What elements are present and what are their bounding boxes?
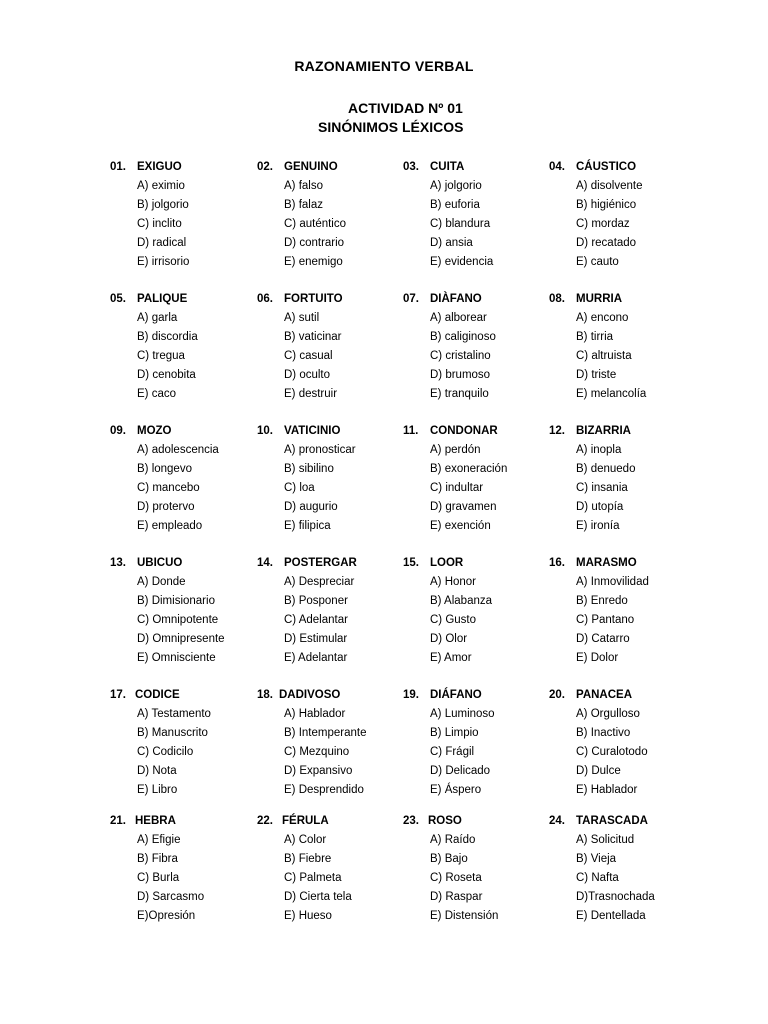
answer-option: E) Desprendido xyxy=(284,784,364,796)
answer-option: C) casual xyxy=(284,350,333,362)
answer-option: D) contrario xyxy=(284,237,345,249)
answer-option: A) adolescencia xyxy=(137,444,219,456)
question-header xyxy=(257,158,407,177)
question-number: 10. xyxy=(257,425,273,437)
answer-option: C) Mezquino xyxy=(284,746,350,758)
question-header xyxy=(403,290,553,309)
answer-option: E) irrisorio xyxy=(137,256,190,268)
question-number: 03. xyxy=(403,161,419,173)
question-header xyxy=(257,812,407,831)
question-item xyxy=(549,290,699,404)
question-word: UBICUO xyxy=(137,557,183,569)
question-item xyxy=(110,812,260,926)
answer-option: C) Gusto xyxy=(430,614,477,626)
question-item xyxy=(110,554,260,668)
question-word: VATICINIO xyxy=(284,425,341,437)
question-header xyxy=(549,158,699,177)
answer-option: E) Hablador xyxy=(576,784,638,796)
answer-option: C) loa xyxy=(284,482,315,494)
answer-option: A) pronosticar xyxy=(284,444,356,456)
question-item xyxy=(257,158,407,272)
question-word: CODICE xyxy=(135,689,180,701)
answer-option: E) tranquilo xyxy=(430,388,489,400)
question-header xyxy=(257,290,407,309)
answer-option: B) sibilino xyxy=(284,463,334,475)
question-number: 01. xyxy=(110,161,126,173)
question-number: 17. xyxy=(110,689,126,701)
question-word: BIZARRIA xyxy=(576,425,631,437)
answer-option: E) empleado xyxy=(137,520,203,532)
answer-option: B) euforia xyxy=(430,199,480,211)
question-item xyxy=(549,812,699,926)
answer-option: C) altruista xyxy=(576,350,632,362)
answer-option: C) cristalino xyxy=(430,350,491,362)
answer-option: B) Bajo xyxy=(430,853,468,865)
answer-option: E) Amor xyxy=(430,652,472,664)
answer-option: C) tregua xyxy=(137,350,185,362)
question-word: FORTUITO xyxy=(284,293,343,305)
answer-option: D) brumoso xyxy=(430,369,491,381)
question-item xyxy=(549,686,699,800)
answer-option: A) jolgorio xyxy=(430,180,482,192)
question-word: DADIVOSO xyxy=(279,689,341,701)
question-header xyxy=(110,422,260,441)
question-item xyxy=(110,686,260,800)
answer-option: E) evidencia xyxy=(430,256,494,268)
answer-option: C) Adelantar xyxy=(284,614,348,626)
answer-option: A) Solicitud xyxy=(576,834,635,846)
question-word: CÁUSTICO xyxy=(576,161,637,173)
question-header xyxy=(110,554,260,573)
answer-option: B) Manuscrito xyxy=(137,727,208,739)
question-number: 16. xyxy=(549,557,565,569)
answer-option: B) falaz xyxy=(284,199,323,211)
question-word: ROSO xyxy=(428,815,462,827)
question-number: 09. xyxy=(110,425,126,437)
question-item xyxy=(549,554,699,668)
answer-option: D) protervo xyxy=(137,501,195,513)
question-item xyxy=(403,554,553,668)
answer-option: C) Pantano xyxy=(576,614,635,626)
question-number: 19. xyxy=(403,689,419,701)
answer-option: C) insania xyxy=(576,482,628,494)
answer-option: B) Limpio xyxy=(430,727,479,739)
answer-option: C) indultar xyxy=(430,482,484,494)
answer-option: A) Luminoso xyxy=(430,708,495,720)
answer-option: C) Burla xyxy=(137,872,180,884)
answer-option: D) Raspar xyxy=(430,891,483,903)
answer-option: D) radical xyxy=(137,237,187,249)
answer-option: A) Efigie xyxy=(137,834,181,846)
question-number: 20. xyxy=(549,689,565,701)
question-header xyxy=(403,812,553,831)
answer-option: C) Nafta xyxy=(576,872,619,884)
answer-option: D) triste xyxy=(576,369,617,381)
answer-option: E) melancolía xyxy=(576,388,647,400)
question-number: 11. xyxy=(403,425,419,437)
answer-option: A) Hablador xyxy=(284,708,346,720)
answer-option: D) recatado xyxy=(576,237,637,249)
question-item xyxy=(403,812,553,926)
answer-option: C) mancebo xyxy=(137,482,200,494)
question-item xyxy=(403,290,553,404)
question-word: MARASMO xyxy=(576,557,637,569)
question-word: EXIGUO xyxy=(137,161,182,173)
question-word: POSTERGAR xyxy=(284,557,357,569)
answer-option: B) denuedo xyxy=(576,463,636,475)
question-header xyxy=(549,812,699,831)
answer-option: B) Enredo xyxy=(576,595,628,607)
question-number: 23. xyxy=(403,815,419,827)
answer-option: E) Adelantar xyxy=(284,652,348,664)
answer-option: A) Inmovilidad xyxy=(576,576,649,588)
question-header xyxy=(110,812,260,831)
question-header xyxy=(110,290,260,309)
question-item xyxy=(257,812,407,926)
question-word: GENUINO xyxy=(284,161,338,173)
question-number: 06. xyxy=(257,293,273,305)
answer-option: C) Codicilo xyxy=(137,746,194,758)
answer-option: D)Trasnochada xyxy=(576,891,655,903)
answer-option: B) Fiebre xyxy=(284,853,332,865)
answer-option: D) utopía xyxy=(576,501,624,513)
answer-option: E) Dentellada xyxy=(576,910,646,922)
answer-option: A) garla xyxy=(137,312,178,324)
question-header xyxy=(257,554,407,573)
question-word: HEBRA xyxy=(135,815,176,827)
question-header xyxy=(549,422,699,441)
answer-option: C) mordaz xyxy=(576,218,630,230)
answer-option: A) sutil xyxy=(284,312,320,324)
question-word: LOOR xyxy=(430,557,464,569)
activity-label: ACTIVIDAD Nº 01 xyxy=(348,100,463,116)
answer-option: E) Hueso xyxy=(284,910,332,922)
question-item xyxy=(257,290,407,404)
question-item xyxy=(110,290,260,404)
question-word: TARASCADA xyxy=(576,815,648,827)
question-header xyxy=(403,554,553,573)
question-word: CONDONAR xyxy=(430,425,498,437)
answer-option: D) Olor xyxy=(430,633,468,645)
question-word: FÉRULA xyxy=(282,815,329,827)
question-number: 21. xyxy=(110,815,126,827)
question-header xyxy=(257,686,407,705)
answer-option: A) eximio xyxy=(137,180,185,192)
question-header xyxy=(403,422,553,441)
question-number: 18. xyxy=(257,689,273,701)
answer-option: B) vaticinar xyxy=(284,331,342,343)
question-item xyxy=(549,158,699,272)
answer-option: B) Inactivo xyxy=(576,727,631,739)
answer-option: D) Nota xyxy=(137,765,177,777)
answer-option: E) destruir xyxy=(284,388,338,400)
answer-option: D) Dulce xyxy=(576,765,621,777)
answer-option: E) caco xyxy=(137,388,176,400)
question-header xyxy=(403,686,553,705)
answer-option: E) Omnisciente xyxy=(137,652,216,664)
answer-option: B) Intemperante xyxy=(284,727,367,739)
question-word: CUITA xyxy=(430,161,465,173)
answer-option: E)Opresión xyxy=(137,910,196,922)
answer-option: D) oculto xyxy=(284,369,331,381)
answer-option: E) Distensión xyxy=(430,910,499,922)
answer-option: E) Áspero xyxy=(430,784,482,796)
question-item xyxy=(403,686,553,800)
answer-option: C) auténtico xyxy=(284,218,347,230)
question-number: 15. xyxy=(403,557,419,569)
answer-option: B) longevo xyxy=(137,463,192,475)
answer-option: B) Dimisionario xyxy=(137,595,215,607)
subject-label: SINÓNIMOS LÉXICOS xyxy=(318,119,464,135)
answer-option: E) Libro xyxy=(137,784,178,796)
answer-option: B) jolgorio xyxy=(137,199,189,211)
answer-option: A) inopla xyxy=(576,444,622,456)
question-header xyxy=(110,686,260,705)
question-item xyxy=(257,686,407,800)
answer-option: D) Delicado xyxy=(430,765,491,777)
answer-option: E) enemigo xyxy=(284,256,343,268)
answer-option: A) encono xyxy=(576,312,629,324)
answer-option: D) Omnipresente xyxy=(137,633,225,645)
answer-option: B) higiénico xyxy=(576,199,637,211)
question-number: 24. xyxy=(549,815,565,827)
question-word: DIÀFANO xyxy=(430,293,482,305)
answer-option: A) Testamento xyxy=(137,708,211,720)
answer-option: B) discordia xyxy=(137,331,198,343)
answer-option: C) Palmeta xyxy=(284,872,342,884)
question-word: MURRIA xyxy=(576,293,622,305)
question-number: 07. xyxy=(403,293,419,305)
question-item xyxy=(110,158,260,272)
answer-option: B) Posponer xyxy=(284,595,348,607)
answer-option: C) blandura xyxy=(430,218,491,230)
answer-option: A) Raído xyxy=(430,834,476,846)
question-header xyxy=(549,290,699,309)
question-word: PANACEA xyxy=(576,689,633,701)
answer-option: C) Curalotodo xyxy=(576,746,648,758)
question-number: 13. xyxy=(110,557,126,569)
question-word: MOZO xyxy=(137,425,172,437)
answer-option: E) cauto xyxy=(576,256,619,268)
question-header xyxy=(110,158,260,177)
answer-option: D) gravamen xyxy=(430,501,497,513)
page-title: RAZONAMIENTO VERBAL xyxy=(294,58,474,74)
question-header xyxy=(257,422,407,441)
answer-option: C) inclito xyxy=(137,218,182,230)
question-item xyxy=(403,422,553,536)
question-item xyxy=(257,554,407,668)
answer-option: D) augurio xyxy=(284,501,338,513)
answer-option: E) Dolor xyxy=(576,652,619,664)
answer-option: C) Roseta xyxy=(430,872,482,884)
question-header xyxy=(549,554,699,573)
question-number: 05. xyxy=(110,293,126,305)
answer-option: D) cenobita xyxy=(137,369,196,381)
answer-option: D) Cierta tela xyxy=(284,891,352,903)
answer-option: B) Vieja xyxy=(576,853,617,865)
question-word: PALIQUE xyxy=(137,293,188,305)
answer-option: B) Fibra xyxy=(137,853,178,865)
question-number: 02. xyxy=(257,161,273,173)
answer-option: A) perdón xyxy=(430,444,481,456)
answer-option: C) Omnipotente xyxy=(137,614,219,626)
answer-option: D) Catarro xyxy=(576,633,630,645)
answer-option: D) ansia xyxy=(430,237,473,249)
question-item xyxy=(403,158,553,272)
question-item xyxy=(257,422,407,536)
answer-option: E) ironía xyxy=(576,520,620,532)
answer-option: B) Alabanza xyxy=(430,595,493,607)
answer-option: E) filipica xyxy=(284,520,331,532)
question-number: 04. xyxy=(549,161,565,173)
answer-option: A) Despreciar xyxy=(284,576,355,588)
answer-option: C) Frágil xyxy=(430,746,475,758)
question-number: 14. xyxy=(257,557,273,569)
answer-option: D) Estimular xyxy=(284,633,348,645)
question-header xyxy=(549,686,699,705)
answer-option: B) exoneración xyxy=(430,463,508,475)
answer-option: A) Color xyxy=(284,834,327,846)
question-number: 22. xyxy=(257,815,273,827)
answer-option: A) alborear xyxy=(430,312,487,324)
question-item xyxy=(110,422,260,536)
answer-option: B) tirria xyxy=(576,331,614,343)
question-item xyxy=(549,422,699,536)
question-number: 12. xyxy=(549,425,565,437)
answer-option: B) caliginoso xyxy=(430,331,496,343)
answer-option: E) exención xyxy=(430,520,491,532)
answer-option: D) Expansivo xyxy=(284,765,353,777)
answer-option: D) Sarcasmo xyxy=(137,891,205,903)
answer-option: A) falso xyxy=(284,180,323,192)
answer-option: A) Donde xyxy=(137,576,186,588)
answer-option: A) Orgulloso xyxy=(576,708,640,720)
answer-option: A) disolvente xyxy=(576,180,643,192)
question-header xyxy=(403,158,553,177)
question-number: 08. xyxy=(549,293,565,305)
question-word: DIÁFANO xyxy=(430,689,482,701)
answer-option: A) Honor xyxy=(430,576,477,588)
